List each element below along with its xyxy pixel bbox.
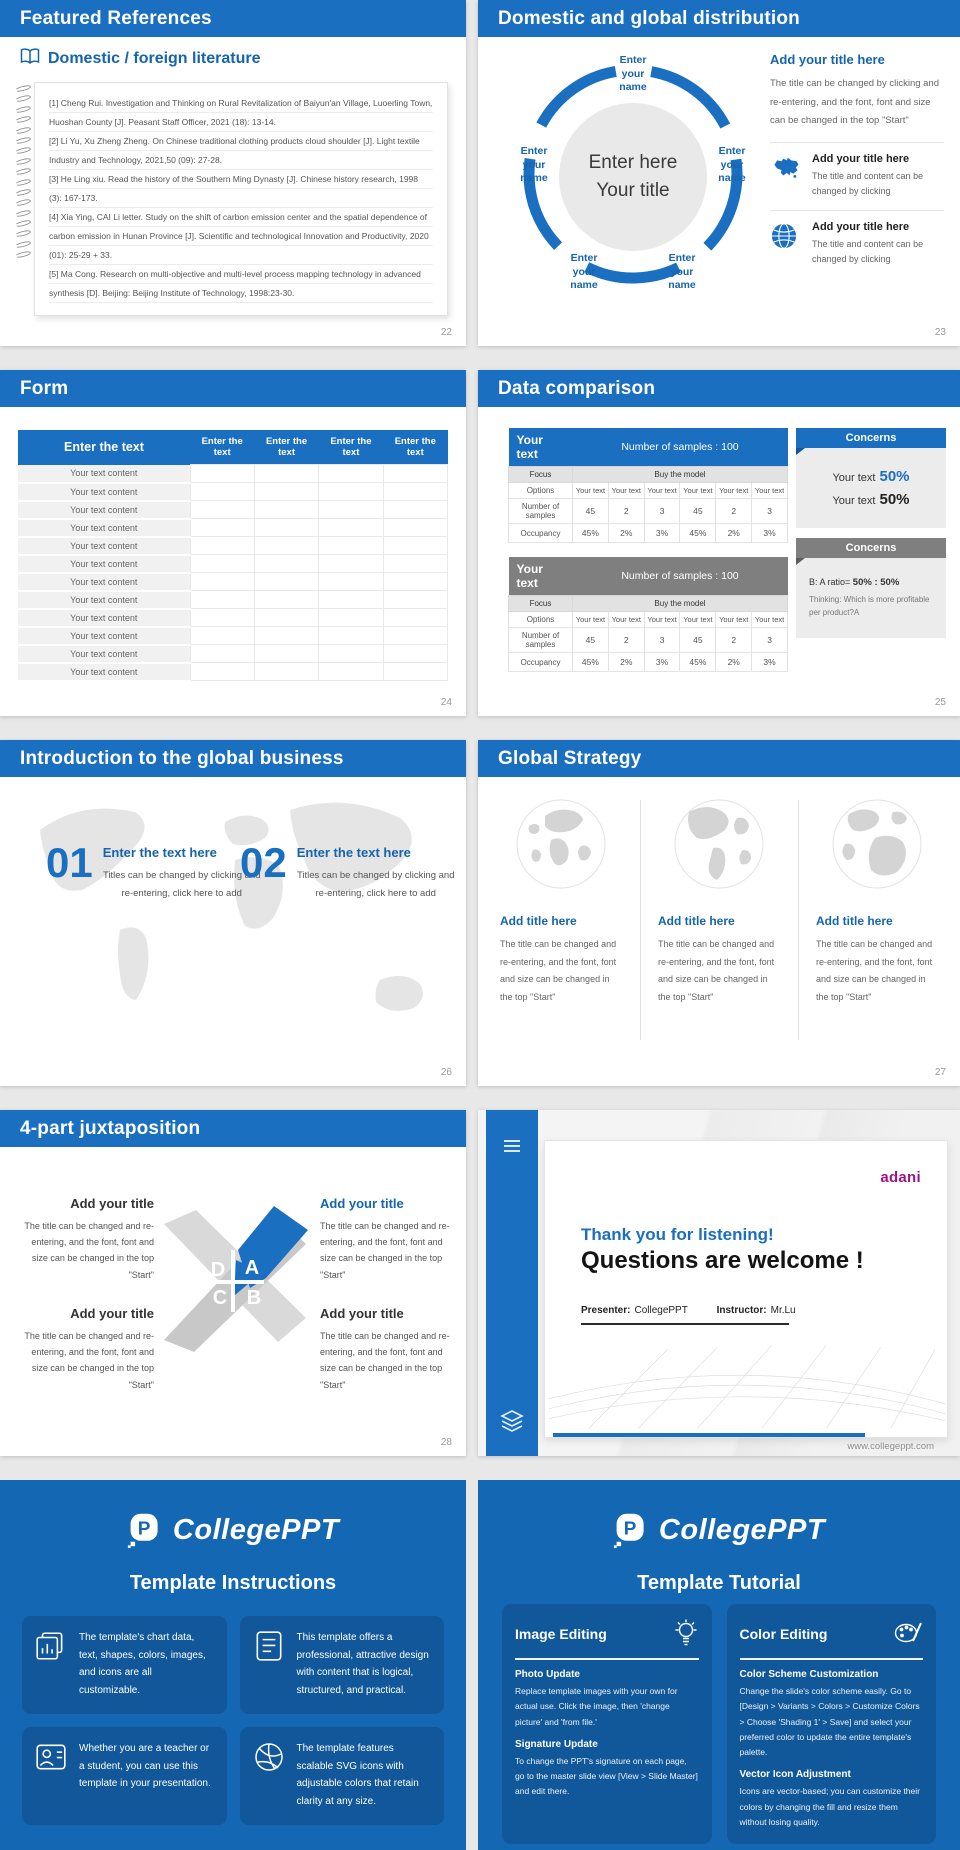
table-cell: 3 — [644, 628, 680, 653]
wireframe-mesh-graphic — [549, 1329, 945, 1429]
column-divider — [798, 800, 799, 1040]
slide-title: Featured References — [20, 7, 212, 29]
table-cell: Your text content — [18, 609, 190, 627]
quad-body: The title can be changed and re-entering, and the font, font and size can be changed in the top "Start" — [24, 1331, 154, 1390]
page-number: 23 — [934, 327, 946, 338]
slide-title-bar — [0, 370, 466, 407]
table-cell: Occupancy — [509, 653, 573, 672]
references-panel — [34, 82, 448, 316]
thank-you-card — [544, 1140, 948, 1438]
item-heading: Enter the text here — [296, 845, 411, 860]
table-header-cell: Number of samples : 100 — [573, 428, 788, 467]
slide-title: Global Strategy — [498, 747, 642, 769]
globe-graphic — [673, 798, 765, 890]
layout-doc-icon — [252, 1629, 286, 1701]
table-cell: Your text — [680, 483, 716, 499]
quad-top-left — [22, 1196, 154, 1283]
quad-body: The title can be changed and re-entering, and the font, font and size can be changed in the top "Start" — [24, 1221, 154, 1280]
concerns-header: Concerns — [796, 428, 946, 448]
list-item — [770, 210, 944, 268]
table-cell: Buy the model — [573, 596, 788, 612]
literature-heading — [20, 48, 261, 69]
slide-domestic-global-distribution[interactable] — [478, 0, 960, 346]
table-header-cell: Enter the text — [18, 430, 190, 465]
concerns-body — [796, 558, 946, 638]
table-cell: Your text — [644, 483, 680, 499]
table-cell: 45% — [680, 524, 716, 543]
comparison-table-blue — [508, 428, 788, 543]
column-heading: Add title here — [658, 914, 735, 928]
table-cell: Your text content — [18, 519, 190, 537]
globe-graphic — [515, 798, 607, 890]
table-row — [18, 591, 448, 609]
circular-diagram — [508, 46, 758, 302]
person-badge-icon — [34, 1740, 68, 1812]
item-number: 02 — [240, 839, 287, 886]
quad-heading: Add your title — [320, 1306, 404, 1321]
panel-title: Template Tutorial — [637, 1572, 801, 1594]
instruction-card — [240, 1727, 445, 1825]
table-row — [18, 645, 448, 663]
concern-value: 50% — [879, 491, 910, 508]
slide-title: Data comparison — [498, 377, 656, 399]
table-cell: Options — [509, 612, 573, 628]
diagram-center — [559, 103, 707, 251]
item-heading: Add your title here — [812, 152, 910, 165]
item-heading: Add your title here — [812, 221, 910, 234]
table-cell: 3% — [752, 653, 788, 672]
ratio-value: 50% : 50% — [852, 576, 900, 588]
reference-item: [5] Ma Cong. Research on multi-objective and multi-level process mapping technology in advanced synthesis [D]. Beijing: Beijing Institute of Technology, 1998:23-30. — [49, 269, 421, 298]
instruction-card — [240, 1616, 445, 1714]
page-number: 25 — [934, 697, 946, 708]
section-heading: Image Editing — [515, 1625, 607, 1642]
instructor-label: Instructor: — [716, 1305, 767, 1316]
quad-body: The title can be changed and re-entering, and the font, font and size can be changed in the top "Start" — [320, 1221, 450, 1280]
bulb-icon — [673, 1618, 699, 1649]
table-cell: 2 — [716, 499, 752, 524]
ribbon-letter: A — [244, 1257, 260, 1279]
vector-ball-icon — [252, 1740, 286, 1812]
table-row — [18, 555, 448, 573]
table-cell: Your text — [716, 612, 752, 628]
page-number: 22 — [440, 327, 452, 338]
page-number: 24 — [440, 697, 452, 708]
concerns-body — [796, 448, 946, 528]
quad-body: The title can be changed and re-entering, and the font, font and size can be changed in the top "Start" — [320, 1331, 450, 1390]
table-header-cell: Enter the text — [319, 430, 383, 465]
heading-rule — [515, 1658, 699, 1660]
table-cell: 2% — [608, 653, 644, 672]
block-body: Change the slide's color scheme easily. Go to [Design > Variants > Colors > Customize Colors > Choose 'Shading 1' > Save] and select your preferred color to update the entire template's palette. — [739, 1686, 920, 1758]
table-cell: Your text content — [18, 627, 190, 645]
column-heading: Add title here — [500, 914, 577, 928]
block-body: Replace template images with your own for actual use. Click the image, then 'change picture' and 'from file.' — [515, 1686, 678, 1727]
table-cell: 2 — [716, 628, 752, 653]
table-cell: 2% — [716, 653, 752, 672]
distribution-right-column — [770, 52, 944, 268]
table-cell: Your text — [752, 612, 788, 628]
template-instructions-panel — [0, 1480, 466, 1850]
page-number: 26 — [440, 1067, 452, 1078]
ratio-line — [804, 577, 938, 588]
table-cell: Your text — [608, 483, 644, 499]
slide-global-business-intro[interactable] — [0, 740, 466, 1086]
palette-icon — [893, 1618, 923, 1649]
collegeppt-logo-icon — [613, 1512, 649, 1548]
column-body: The title can be changed and re-entering, and the font, font and size can be changed in the top "Start" — [658, 939, 775, 1002]
svg-text:P: P — [623, 1518, 637, 1540]
strategy-column — [486, 792, 636, 1006]
quad-top-right — [320, 1196, 452, 1283]
quad-bottom-right — [320, 1306, 452, 1393]
block-body: To change the PPT's signature on each page, go to the master slide view [View > Slide Master] and edit there. — [515, 1755, 698, 1797]
table-cell: Your text — [680, 612, 716, 628]
table-cell: 3 — [752, 499, 788, 524]
table-cell: Your text content — [18, 645, 190, 663]
spiral-binding — [15, 86, 31, 257]
table-cell: Your text — [573, 483, 609, 499]
diagram-center-line1: Enter here — [588, 151, 678, 173]
table-cell: Number of samples — [509, 628, 573, 653]
column-body: The title can be changed and re-entering, and the font, font and size can be changed in the top "Start" — [500, 939, 617, 1002]
item-body: Titles can be changed by clicking and re-entering, click here to add — [296, 870, 455, 899]
block-subtitle: Color Scheme Customization — [739, 1669, 879, 1680]
comparison-tables — [508, 428, 788, 686]
ribbon-letter: C — [212, 1287, 228, 1309]
slide-thank-you[interactable] — [478, 1110, 960, 1456]
diagram-node: Enter your name — [718, 145, 746, 185]
table-cell: Your text — [608, 612, 644, 628]
block-subtitle: Signature Update — [515, 1738, 598, 1750]
quad-heading: Add your title — [320, 1196, 404, 1211]
instruction-cards — [22, 1616, 444, 1825]
table-cell: 45% — [573, 653, 609, 672]
adani-logo: adani — [880, 1169, 921, 1186]
item-number: 01 — [46, 839, 93, 886]
slide-title: 4-part juxtaposition — [20, 1117, 201, 1139]
reference-item: [4] Xia Ying, CAI Li letter. Study on the shift of carbon emission center and the spatial dependence of carbon emission in Hunan Province [J]. Scientific and technological Innovation and Productivity, 2020 (01): 25-29 + 33. — [49, 212, 429, 260]
table-cell: Your text content — [18, 555, 190, 573]
form-table — [18, 430, 448, 682]
thanks-heading: Thank you for listening! — [581, 1225, 774, 1244]
diagram-node: Enter your name — [520, 145, 548, 185]
strategy-column — [802, 792, 952, 1006]
presenter-value: CollegePPT — [634, 1305, 688, 1316]
card-text: The template features scalable SVG icons with adjustable colors that retain clarity at any size. — [296, 1743, 419, 1807]
table-cell: Occupancy — [509, 524, 573, 543]
table-cell: 45% — [680, 653, 716, 672]
table-cell: 45 — [573, 499, 609, 524]
table-cell: 3% — [644, 653, 680, 672]
thanks-subheading: Questions are welcome ! — [581, 1247, 864, 1274]
slide-4-part-juxtaposition[interactable] — [0, 1110, 466, 1456]
world-map-graphic — [0, 780, 466, 1080]
block-body: Icons are vector-based; you can customize their colors by changing the fill and resize them without losing quality. — [739, 1786, 920, 1828]
concern-note: Thinking: Which is more profitable per product?A — [809, 594, 930, 617]
tutorial-card-color-editing — [727, 1604, 937, 1844]
table-row — [18, 501, 448, 519]
china-map-icon — [770, 153, 802, 186]
table-header-cell: Enter the text — [383, 430, 447, 465]
table-header-cell: Your text — [509, 428, 573, 467]
table-cell: 2 — [608, 499, 644, 524]
strategy-column — [644, 792, 794, 1006]
concerns-callout-blue — [796, 428, 946, 528]
table-cell: 3 — [644, 499, 680, 524]
diagram-node: Enter your name — [619, 54, 647, 94]
column-divider — [640, 800, 641, 1040]
table-cell: Your text content — [18, 465, 190, 483]
comparison-table-gray — [508, 557, 788, 672]
table-cell: Your text content — [18, 663, 190, 681]
slide-title-bar — [478, 370, 960, 407]
collegeppt-logo — [478, 1512, 960, 1548]
globe-icon — [770, 221, 802, 255]
slide-global-strategy[interactable] — [478, 740, 960, 1086]
quad-heading: Add your title — [70, 1306, 154, 1321]
list-item — [770, 142, 944, 200]
table-row — [18, 465, 448, 483]
side-accent-bar — [486, 1110, 538, 1456]
svg-text:P: P — [137, 1518, 151, 1540]
diagram-node: Enter your name — [668, 252, 696, 292]
table-cell: Your text content — [18, 573, 190, 591]
tutorial-card-image-editing — [502, 1604, 712, 1844]
ratio-prefix: B: A ratio= — [809, 576, 851, 587]
concern-line — [804, 468, 938, 485]
table-header-cell: Number of samples : 100 — [573, 557, 788, 596]
table-cell: Your text — [752, 483, 788, 499]
item-body: The title and content can be changed by clicking — [812, 239, 924, 265]
numbered-item-01 — [46, 839, 261, 902]
table-cell: Your text — [644, 612, 680, 628]
table-cell: 3% — [752, 524, 788, 543]
table-cell: Your text content — [18, 483, 190, 501]
table-row — [18, 663, 448, 681]
item-body: The title and content can be changed by clicking — [812, 170, 924, 196]
quad-bottom-left — [22, 1306, 154, 1393]
diagram-center-line2: Your title — [596, 179, 670, 201]
heading-rule — [740, 1658, 924, 1660]
instruction-card — [22, 1616, 227, 1714]
instructor-value: Mr.Lu — [770, 1305, 796, 1316]
table-row — [18, 483, 448, 501]
card-text: Whether you are a teacher or a student, you can use this template in your presentation. — [79, 1743, 211, 1789]
panel-title: Template Instructions — [129, 1572, 337, 1594]
table-cell: Your text — [573, 612, 609, 628]
diagram-node: Enter your name — [570, 252, 598, 292]
column-heading: Add title here — [816, 914, 893, 928]
table-row — [18, 609, 448, 627]
table-cell: Focus — [509, 596, 573, 612]
bottom-accent-bar — [553, 1433, 865, 1437]
table-header-cell: Enter the text — [254, 430, 318, 465]
table-cell: Number of samples — [509, 499, 573, 524]
block-subtitle: Vector Icon Adjustment — [739, 1769, 851, 1781]
column-body: The title can be changed and re-entering, and the font, font and size can be changed in the top "Start" — [816, 939, 933, 1002]
slide-form[interactable] — [0, 370, 466, 716]
brand-name: CollegePPT — [172, 1513, 340, 1546]
ribbon-letter: D — [210, 1259, 226, 1281]
slide-title: Form — [20, 377, 69, 399]
page-number: 28 — [440, 1437, 452, 1448]
card-text: This template offers a professional, attractive design with content that is logical, structured, and practical. — [296, 1632, 429, 1696]
table-cell: 2% — [716, 524, 752, 543]
table-cell: Your text content — [18, 591, 190, 609]
concern-label: Your text — [832, 495, 876, 507]
concern-value: 50% — [879, 468, 910, 485]
numbered-item-02 — [240, 839, 455, 902]
table-cell: Your text content — [18, 501, 190, 519]
table-cell: Your text content — [18, 537, 190, 555]
table-cell: 2% — [608, 524, 644, 543]
open-book-icon — [20, 48, 40, 69]
page-number: 27 — [934, 1067, 946, 1078]
layers-icon — [499, 1408, 525, 1439]
brand-name: CollegePPT — [658, 1513, 826, 1546]
table-cell: 45 — [680, 499, 716, 524]
chart-copies-icon — [34, 1629, 68, 1701]
table-cell: 2 — [608, 628, 644, 653]
slide-title-bar — [0, 740, 466, 777]
concern-label: Your text — [832, 472, 876, 484]
table-cell: 45% — [573, 524, 609, 543]
globe-graphic — [831, 798, 923, 890]
reference-item: [1] Cheng Rui. Investigation and Thinking on Rural Revitalization of Baiyun'an Village, Luoerling Town, Huoshan County [J]. Peasant Staff Officer, 2021 (18): 13-14. — [49, 98, 433, 127]
collegeppt-logo — [0, 1512, 466, 1548]
slide-featured-references[interactable] — [0, 0, 466, 346]
card-text: The template's chart data, text, shapes, colors, images, and icons are all customizable. — [79, 1632, 206, 1696]
table-cell: 45 — [680, 628, 716, 653]
slide-title: Introduction to the global business — [20, 747, 344, 769]
table-row — [18, 573, 448, 591]
table-header-cell: Your text — [509, 557, 573, 596]
table-cell: 3% — [644, 524, 680, 543]
table-cell: Options — [509, 483, 573, 499]
slide-title: Domestic and global distribution — [498, 7, 800, 29]
literature-heading-label: Domestic / foreign literature — [48, 49, 261, 67]
underline-rule — [581, 1323, 789, 1325]
table-cell: Buy the model — [573, 467, 788, 483]
slide-data-comparison[interactable] — [478, 370, 960, 716]
presenter-line — [581, 1305, 796, 1316]
table-row — [18, 627, 448, 645]
table-header-cell: Enter the text — [190, 430, 254, 465]
concerns-header: Concerns — [796, 538, 946, 558]
references-list — [49, 94, 433, 306]
section-heading: Color Editing — [739, 1625, 828, 1642]
slide-title-bar — [478, 0, 960, 37]
block-subtitle: Photo Update — [515, 1669, 580, 1680]
x-ribbon-graphic — [158, 1200, 308, 1360]
table-row — [18, 537, 448, 555]
reference-item: [2] Li Yu, Xu Zheng Zheng. On Chinese traditional clothing products cloud shoulder [J]. Light textile Industry and Technology, 2021,50 (09): 27-28. — [49, 136, 420, 165]
table-cell: 45 — [573, 628, 609, 653]
hamburger-menu-icon — [504, 1140, 520, 1155]
template-tutorial-panel — [478, 1480, 960, 1850]
presenter-label: Presenter: — [581, 1305, 631, 1316]
right-heading: Add your title here — [770, 52, 885, 67]
reference-item: [3] He Ling xiu. Read the history of the Southern Ming Dynasty [J]. Chinese history research, 1998 (3): 167-173. — [49, 174, 418, 203]
instruction-card — [22, 1727, 227, 1825]
right-body: The title can be changed by clicking and re-entering, and the font, font and size can be changed in the top "Start" — [770, 78, 939, 127]
website-url: www.collegeppt.com — [847, 1441, 934, 1452]
table-cell: Your text — [716, 483, 752, 499]
quad-heading: Add your title — [70, 1196, 154, 1211]
table-cell: 3 — [752, 628, 788, 653]
slide-title-bar — [478, 740, 960, 777]
slide-title-bar — [0, 0, 466, 37]
collegeppt-logo-icon — [127, 1512, 163, 1548]
slide-title-bar — [0, 1110, 466, 1147]
concern-line — [804, 491, 938, 508]
item-body: Titles can be changed by clicking and re-entering, click here to add — [102, 870, 261, 899]
concerns-callout-gray — [796, 538, 946, 638]
ribbon-letter: B — [246, 1287, 262, 1309]
table-cell: Focus — [509, 467, 573, 483]
tutorial-cards — [502, 1604, 936, 1844]
item-heading: Enter the text here — [102, 845, 217, 860]
table-row — [18, 519, 448, 537]
